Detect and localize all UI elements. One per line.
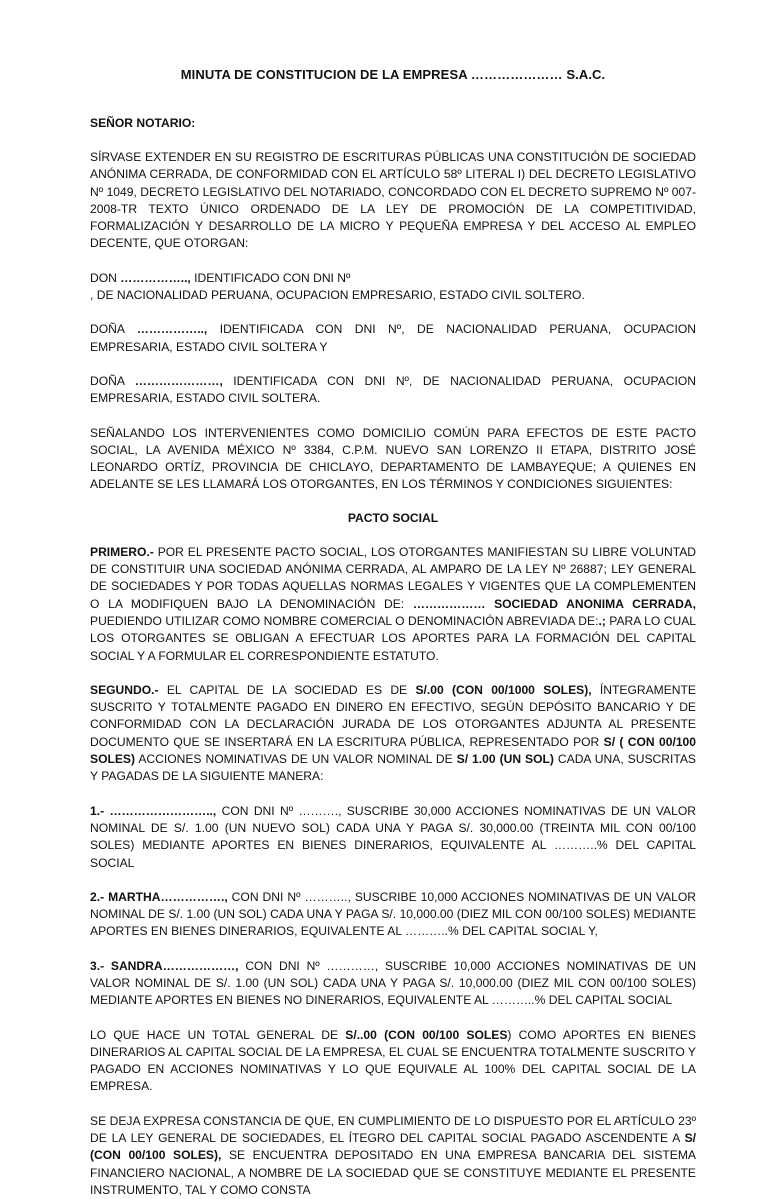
subscriber-2-text: CON DNI Nº ……….., SUSCRIBE 10,000 ACCIONES NOMINATIVAS DE UN VALOR NOMINAL DE S/. 1.00 (UN SOL) CADA UNA Y PAGA S/. 10,000.00 (DIEZ MIL CON 00/100 SOLES) MEDIANTE APORTES EN BIENES DINERARIOS, EQUIVALENTE AL ………..% DEL CAPITAL SOCIAL Y,	[90, 889, 696, 939]
party-2-paragraph	[90, 321, 696, 356]
subscriber-3-text: CON DNI Nº …………, SUSCRIBE 10,000 ACCIONES NOMINATIVAS DE UN VALOR NOMINAL DE S/. 1.00 (UN SOL) CADA UNA Y PAGA S/. 10,000.00 (DIEZ MIL CON 00/100 SOLES) MEDIANTE APORTES EN BIENES NO DINERARIOS, EQUIVALENTE AL ………..% DEL CAPITAL SOCIAL	[90, 958, 696, 1008]
subscriber-2-label: 2.- MARTHA…………….,	[90, 889, 228, 904]
document-title: MINUTA DE CONSTITUCION DE LA EMPRESA ………………… S.A.C.	[180, 67, 606, 82]
party-3-rest: IDENTIFICADA CON DNI Nº, DE NACIONALIDAD PERUANA, OCUPACION EMPRESARIA, ESTADO CIVIL SOLTERA.	[90, 373, 697, 406]
party-1-blank: ……………..,	[120, 270, 191, 285]
party-2-lead: DOÑA	[90, 322, 137, 337]
segundo-nominal-value: S/ 1.00 (UN SOL)	[456, 752, 554, 767]
domicile-paragraph: SEÑALANDO LOS INTERVENIENTES COMO DOMICILIO COMÚN PARA EFECTOS DE ESTE PACTO SOCIAL, LA AVENIDA MÉXICO Nº 3384, C.P.M. NUEVO SAN LORENZO II ETAPA, DISTRITO JOSÉ LEONARDO ORTÍZ, PROVINCIA DE CHICLAYO, DEPARTAMENTO DE LAMBAYEQUE; A QUIENES EN ADELANTE SE LES LLAMARÁ LOS OTORGANTES, EN LOS TÉRMINOS Y CONDICIONES SIGUIENTES:	[90, 425, 696, 492]
subscriber-1-label: 1.- ……………………..,	[90, 803, 217, 818]
party-2-blank: ……………..,	[136, 322, 208, 337]
constancia-paragraph	[90, 1113, 696, 1199]
party-2-rest: IDENTIFICADA CON DNI Nº, DE NACIONALIDAD PERUANA, OCUPACION EMPRESARIA, ESTADO CIVIL SOLTERA Y	[90, 322, 696, 354]
total-paragraph	[90, 1027, 696, 1096]
constancia-text-1: SE DEJA EXPRESA CONSTANCIA DE QUE, EN CUMPLIMIENTO DE LO DISPUESTO POR EL ARTÍCULO 23º DE LA LEY GENERAL DE SOCIEDADES, EL ÍTEGRO DEL CAPITAL SOCIAL PAGADO ASCENDENTE A	[90, 1113, 696, 1146]
total-text-1: LO QUE HACE UN TOTAL GENERAL DE	[90, 1027, 346, 1042]
segundo-label: SEGUNDO.-	[90, 682, 159, 697]
primero-text-3: PARA LO CUAL LOS OTORGANTES SE OBLIGAN A EFECTUAR LOS APORTES PARA LA FORMACIÓN DEL CAPITAL SOCIAL Y A FORMULAR EL CORRESPONDIENTE ESTATUTO.	[90, 613, 696, 663]
party-1-lead: DON	[90, 270, 121, 285]
constancia-amount: S/ (CON 00/100 SOLES),	[90, 1131, 696, 1163]
subscriber-3-label: 3.- SANDRA………………,	[90, 958, 239, 973]
intro-paragraph: SÍRVASE EXTENDER EN SU REGISTRO DE ESCRITURAS PÚBLICAS UNA CONSTITUCIÓN DE SOCIEDAD ANÓNIMA CERRADA, DE CONFORMIDAD CON EL ARTÍCULO 58º LITERAL I) DEL DECRETO LEGISLATIVO Nº 1049, DECRETO LEGISLATIVO DEL NOTARIADO, CONCORDADO CON EL DECRETO SUPREMO Nº 007-2008-TR TEXTO ÚNICO ORDENADO DE LA LEY DE PROMOCIÓN DE LA COMPETITIVIDAD, FORMALIZACIÓN Y DESARROLLO DE LA MICRO Y PEQUEÑA EMPRESA Y DEL ACCESO AL EMPLEO DECENTE, QUE OTORGAN:	[90, 150, 696, 251]
pacto-social-title: PACTO SOCIAL	[347, 510, 439, 525]
primero-text-1: POR EL PRESENTE PACTO SOCIAL, LOS OTORGANTES MANIFIESTAN SU LIBRE VOLUNTAD DE CONSTITUIR UNA SOCIEDAD ANÓNIMA CERRADA, AL AMPARO DE LA LEY Nº 26887; LEY GENERAL DE SOCIEDADES Y POR TODAS AQUELLAS NORMAS LEGALES Y VIGENTES QUE LA COMPLEMENTEN O LA MODIFIQUEN BAJO LA DENOMINACIÓN DE:	[90, 544, 696, 611]
primero-text-2: PUEDIENDO UTILIZAR COMO NOMBRE COMERCIAL O DENOMINACIÓN ABREVIADA DE:	[90, 613, 599, 628]
subscriber-3	[90, 958, 696, 1010]
party-3-blank: …………………,	[134, 373, 223, 388]
segundo-text-2: ÍNTEGRAMENTE SUSCRITO Y TOTALMENTE PAGADO EN DINERO EN EFECTIVO, SEGÚN DEPÓSITO BANCARIO Y DE CONFORMIDAD CON LA DECLARACIÓN JURADA DE LOS OTORGANTES ADJUNTA AL PRESENTE DOCUMENTO QUE SE INSERTARÁ EN LA ESCRITURA PÚBLICA, REPRESENTADO POR	[90, 682, 696, 749]
salutation: SEÑOR NOTARIO:	[90, 116, 196, 130]
subscriber-1	[90, 803, 696, 872]
primero-company-name: ……………… SOCIEDAD ANONIMA CERRADA,	[412, 596, 696, 611]
primero-label: PRIMERO.-	[90, 544, 154, 559]
segundo-text-3: ACCIONES NOMINATIVAS DE UN VALOR NOMINAL DE	[135, 752, 457, 767]
segundo-text-4: CADA UNA, SUSCRITAS Y PAGADAS DE LA SIGUIENTE MANERA:	[90, 752, 696, 784]
party-1-paragraph	[90, 270, 696, 305]
total-amount: S/..00 (CON 00/100 SOLES	[345, 1027, 508, 1042]
clause-segundo	[90, 682, 696, 786]
segundo-shares: S/ ( CON 00/100 SOLES)	[90, 734, 696, 767]
primero-abbrev: .;	[598, 613, 606, 628]
segundo-capital: S/.00 (CON 00/1000 SOLES),	[415, 682, 592, 697]
subscriber-2	[90, 889, 696, 941]
constancia-text-2: SE ENCUENTRA DEPOSITADO EN UNA EMPRESA BANCARIA DEL SISTEMA FINANCIERO NACIONAL, A NOMBRE DE LA SOCIEDAD QUE SE CONSTITUYE MEDIANTE EL PRESENTE INSTRUMENTO, TAL Y COMO CONSTA	[90, 1148, 696, 1197]
party-3-lead: DOÑA	[90, 373, 135, 388]
party-3-paragraph	[90, 373, 696, 408]
segundo-text-1: EL CAPITAL DE LA SOCIEDAD ES DE	[158, 682, 416, 697]
party-1-line2: , DE NACIONALIDAD PERUANA, OCUPACION EMPRESARIO, ESTADO CIVIL SOLTERO.	[90, 288, 585, 303]
total-text-2: ) COMO APORTES EN BIENES DINERARIOS AL CAPITAL SOCIAL DE LA EMPRESA, EL CUAL SE ENCUENTRA TOTALMENTE SUSCRITO Y PAGADO EN ACCIONES NOMINATIVAS Y LO QUE EQUIVALE AL 100% DEL CAPITAL SOCIAL DE LA EMPRESA.	[90, 1027, 696, 1094]
clause-primero	[90, 544, 696, 665]
subscriber-1-text: CON DNI Nº ………., SUSCRIBE 30,000 ACCIONES NOMINATIVAS DE UN VALOR NOMINAL DE S/. 1.00 (UN NUEVO SOL) CADA UNA Y PAGA S/. 30,000.00 (TREINTA MIL CON 00/100 SOLES) MEDIANTE APORTES EN BIENES DINERARIOS, EQUIVALENTE AL ………..% DEL CAPITAL SOCIAL	[90, 803, 696, 870]
party-1-line1: IDENTIFICADO CON DNI Nº	[190, 270, 351, 285]
